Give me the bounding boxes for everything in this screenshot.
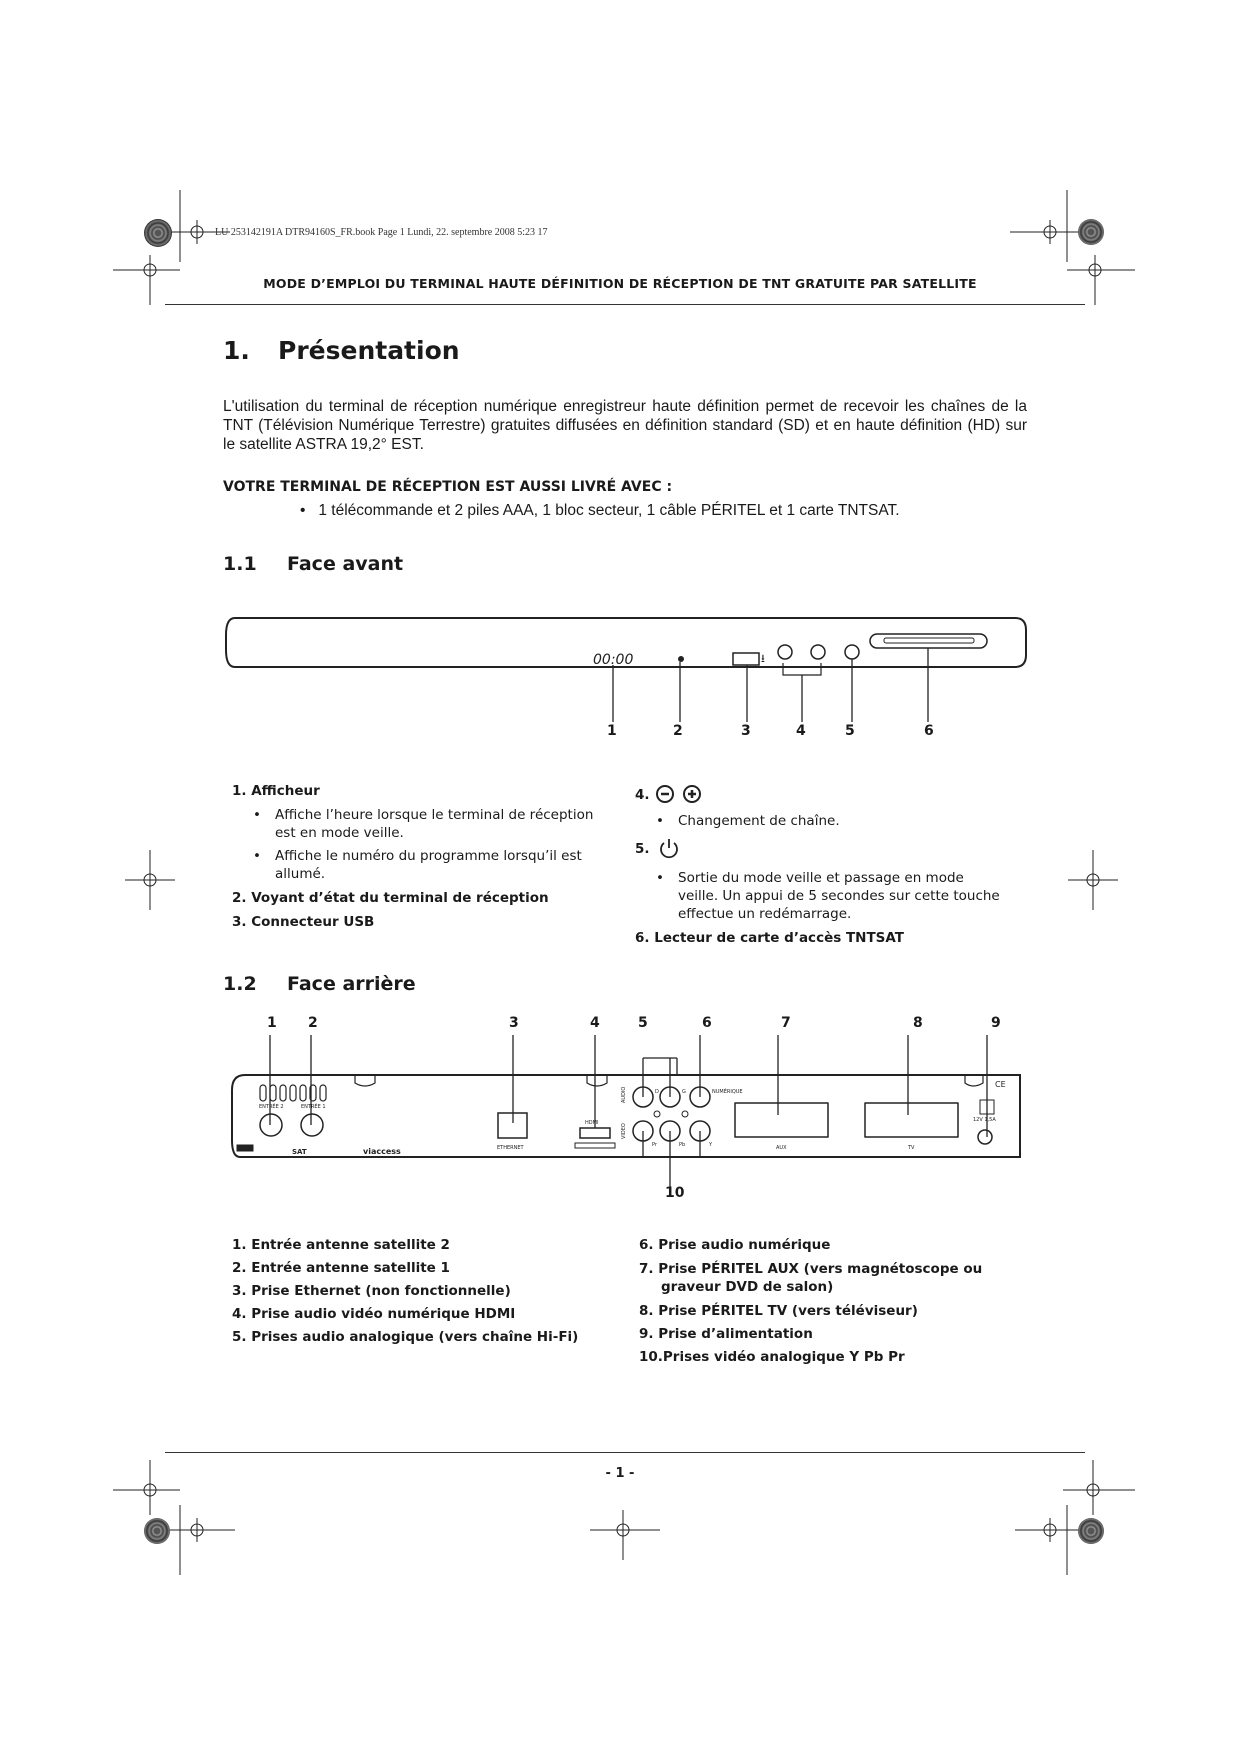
rear-callout-3: 3: [509, 1015, 519, 1031]
rear-item-1: 1. Entrée antenne satellite 2: [232, 1237, 450, 1253]
rear-item-5: 5. Prises audio analogique (vers chaîne Hi-Fi): [232, 1329, 579, 1345]
rear-item-4: 4. Prise audio vidéo numérique HDMI: [232, 1306, 516, 1322]
rear-item-8: 8. Prise PÉRITEL TV (vers téléviseur): [639, 1303, 918, 1319]
supplied-item: • 1 télécommande et 2 piles AAA, 1 bloc secteur, 1 câble PÉRITEL et 1 carte TNTSAT.: [300, 502, 900, 519]
front-item-4: 4.: [635, 787, 650, 803]
svg-text:G: G: [682, 1089, 686, 1095]
svg-text:SAT: SAT: [292, 1148, 307, 1156]
supplied-heading: VOTRE TERMINAL DE RÉCEPTION EST AUSSI LIVRÉ AVEC :: [223, 479, 673, 495]
usb-icon: ⭳: [761, 652, 765, 665]
svg-text:CE: CE: [995, 1080, 1006, 1089]
front-number: 1.1: [223, 553, 257, 575]
rear-callout-1: 1: [267, 1015, 277, 1031]
supplied-item-text: 1 télécommande et 2 piles AAA, 1 bloc secteur, 1 câble PÉRITEL et 1 carte TNTSAT.: [318, 502, 900, 519]
rear-callout-8: 8: [913, 1015, 923, 1031]
footer-rule: [165, 1452, 1085, 1453]
front-item-1-bullet-1: Affiche l’heure lorsque le terminal de réception est en mode veille.: [275, 807, 594, 841]
rear-number: 1.2: [223, 973, 257, 995]
rear-item-6: 6. Prise audio numérique: [639, 1237, 831, 1253]
svg-text:Y: Y: [709, 1142, 713, 1148]
rear-items-left: [232, 1237, 612, 1345]
front-item-6: 6. Lecteur de carte d’accès TNTSAT: [635, 930, 905, 946]
rear-callout-4: 4: [590, 1015, 600, 1031]
front-item-5-bullet: Sortie du mode veille et passage en mode veille. Un appui de 5 secondes sur cette touche effectue un redémarrage.: [678, 870, 1000, 922]
svg-text:HDMI: HDMI: [585, 1120, 599, 1126]
rear-callout-6: 6: [702, 1015, 712, 1031]
svg-text:D: D: [655, 1089, 659, 1095]
front-item-4-bullet: Changement de chaîne.: [678, 813, 840, 829]
section-title: Présentation: [278, 336, 460, 365]
front-callout-4: 4: [796, 723, 806, 739]
rear-panel-diagram: [225, 1035, 1025, 1205]
section-number: 1.: [223, 336, 250, 365]
svg-text:Pb: Pb: [679, 1142, 686, 1148]
front-items-left: 1. Afficheur • Affiche l’heure lorsque le terminal de réception est en mode veille. • Affiche le numéro du programme lorsqu’il est allumé. 2. Voyant d’état du terminal de réception 3. Connecteur USB: [232, 783, 612, 930]
intro-paragraph: L'utilisation du terminal de réception numérique enregistreur haute définition permet de recevoir les chaînes de la TNT (Télévision Numérique Terrestre) gratuites diffusées en définition standard (SD) et en haute définition (HD) sur le satellite ASTRA 19,2° EST.: [223, 398, 1027, 453]
rear-callout-9: 9: [991, 1015, 1001, 1031]
rear-item-3: 3. Prise Ethernet (non fonctionnelle): [232, 1283, 511, 1299]
svg-text:AUX: AUX: [776, 1145, 787, 1151]
svg-text:viaccess: viaccess: [363, 1147, 401, 1156]
front-display: 00:00: [593, 652, 634, 668]
front-items-right: 4. • Changement de chaîne. 5. • Sortie du mode veille et passage en mode veille. Un appui de 5 secondes sur cette touche effectue un redémarrage. 6. Lecteur de carte d’accès TNTSAT: [635, 787, 1015, 946]
rear-callout-2: 2: [308, 1015, 318, 1031]
front-panel-diagram: [220, 610, 1030, 740]
rear-title: Face arrière: [287, 973, 416, 995]
rear-callout-10: 10: [665, 1185, 685, 1201]
svg-text:AUDIO: AUDIO: [621, 1086, 627, 1103]
front-callout-5: 5: [845, 723, 855, 739]
front-callout-3: 3: [741, 723, 751, 739]
svg-text:ENTRÉE 2: ENTRÉE 2: [259, 1104, 284, 1110]
svg-text:Pr: Pr: [652, 1142, 657, 1148]
print-runner: LU 253142191A DTR94160S_FR.book Page 1 Lundi, 22. septembre 2008 5:23 17: [215, 227, 548, 238]
front-item-1: 1. Afficheur: [232, 783, 320, 799]
front-item-3: 3. Connecteur USB: [232, 914, 375, 930]
front-callout-6: 6: [924, 723, 934, 739]
svg-text:NUMÉRIQUE: NUMÉRIQUE: [712, 1089, 743, 1095]
rear-item-7: 7. Prise PÉRITEL AUX (vers magnétoscope ou graveur DVD de salon): [639, 1261, 983, 1295]
svg-text:ETHERNET: ETHERNET: [497, 1145, 524, 1151]
svg-text:12V 1,5A: 12V 1,5A: [973, 1117, 996, 1123]
color-bar-mark: [1078, 1518, 1104, 1544]
front-callout-1: 1: [607, 723, 617, 739]
page-number: - 1 -: [605, 1466, 635, 1481]
rear-item-9: 9. Prise d’alimentation: [639, 1326, 813, 1342]
front-item-2: 2. Voyant d’état du terminal de réception: [232, 890, 549, 906]
header-rule: [165, 304, 1085, 305]
rear-item-10: 10.Prises vidéo analogique Y Pb Pr: [639, 1349, 905, 1365]
color-bar-mark: [1078, 219, 1104, 245]
front-callout-2: 2: [673, 723, 683, 739]
color-bar-mark: [144, 1518, 170, 1544]
rear-items-right: [639, 1237, 999, 1365]
front-item-1-bullet-2: Affiche le numéro du programme lorsqu’il est allumé.: [275, 848, 582, 882]
section-heading: [223, 336, 460, 365]
rear-item-2: 2. Entrée antenne satellite 1: [232, 1260, 450, 1276]
rear-callout-5: 5: [638, 1015, 648, 1031]
power-icon: [658, 838, 680, 860]
front-item-5: 5.: [635, 841, 650, 857]
svg-text:VIDEO: VIDEO: [621, 1123, 627, 1139]
front-title: Face avant: [287, 553, 404, 575]
rear-callout-7: 7: [781, 1015, 791, 1031]
color-bar-mark: [144, 219, 172, 247]
rear-heading: [223, 973, 416, 995]
svg-text:ENTRÉE 1: ENTRÉE 1: [301, 1104, 326, 1110]
front-heading: [223, 553, 403, 575]
page-header: MODE D’EMPLOI DU TERMINAL HAUTE DÉFINITION DE RÉCEPTION DE TNT GRATUITE PAR SATELLITE: [263, 276, 977, 291]
minus-plus-icons: [655, 783, 707, 807]
svg-text:TV: TV: [908, 1145, 915, 1151]
